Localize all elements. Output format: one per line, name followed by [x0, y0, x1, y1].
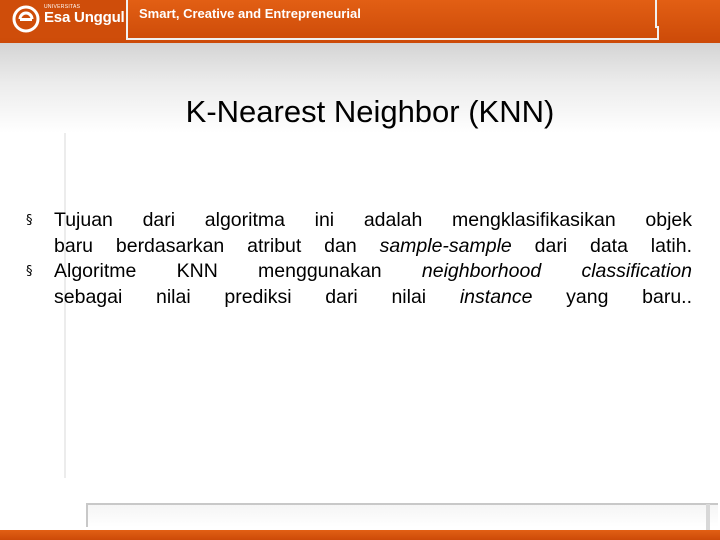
- italic-term: instance: [459, 285, 533, 308]
- bullet-text-line: baru berdasarkan atribut dan sample-sample dari data latih.: [54, 234, 692, 257]
- tagline: Smart, Creative and Entrepreneurial: [139, 6, 361, 21]
- bullet-text-line: Tujuan dari algoritma ini adalah mengklasifikasikan objek: [54, 209, 692, 231]
- bullet-item: [26, 208, 692, 259]
- logo: [0, 0, 128, 38]
- header-frame-edge: [655, 0, 657, 28]
- italic-term: neighborhood classification: [421, 260, 692, 282]
- square-bullet-icon: §: [26, 264, 33, 279]
- slide-content: [26, 208, 692, 310]
- bullet-item: [26, 259, 692, 310]
- italic-term: sample-sample: [379, 234, 512, 257]
- logo-subtext: UNIVERSITAS: [44, 4, 81, 10]
- logo-emblem-icon: [12, 5, 40, 33]
- square-bullet-icon: §: [26, 213, 33, 228]
- bullet-text-line: sebagai nilai prediksi dari nilai instance yang baru..: [54, 285, 693, 308]
- footer-frame: [86, 503, 718, 527]
- slide-title: K-Nearest Neighbor (KNN): [185, 94, 555, 129]
- footer-bar: [0, 530, 720, 540]
- header-bar: [0, 0, 720, 43]
- logo-name: Esa Unggul: [44, 9, 125, 26]
- bullet-text-line: Algoritme KNN menggunakan neighborhood classification: [54, 260, 692, 282]
- header-frame: [126, 26, 659, 40]
